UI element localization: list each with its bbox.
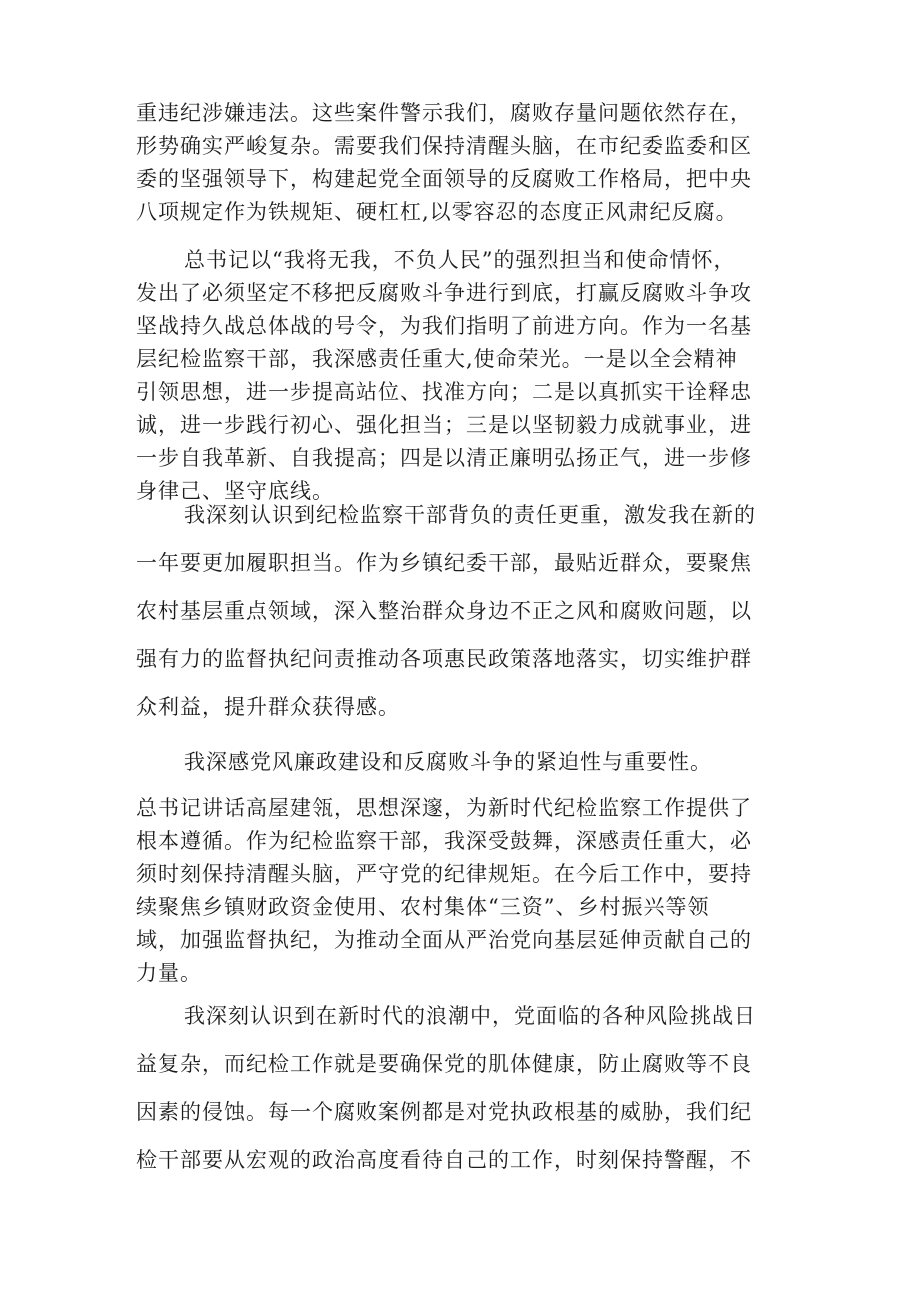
text-line: 引领思想，进一步提高站位、找准方向；二是以真抓实干诠释忠	[136, 380, 752, 404]
text-line: 形势确实严峻复杂。需要我们保持清醒头脑，在市纪委监委和区	[136, 134, 752, 158]
paragraph-6	[136, 992, 788, 1184]
text-line: 益复杂，而纪检工作就是要确保党的肌体健康，防止腐败等不良	[136, 1052, 752, 1076]
text-line: 诚，进一步践行初心、强化担当；三是以坚韧毅力成就事业，进	[136, 413, 752, 437]
text-line: 众利益，提升群众获得感。	[136, 695, 400, 719]
text-line: 重违纪涉嫌违法。这些案件警示我们，腐败存量问题依然存在，	[136, 101, 752, 125]
text-line: 强有力的监督执纪问责推动各项惠民政策落地落实，切实维护群	[136, 647, 752, 671]
text-line: 八项规定作为铁规矩、硬杠杠,以零容忍的态度正风肃纪反腐。	[136, 200, 738, 224]
text-line: 因素的侵蚀。每一个腐败案例都是对党执政根基的威胁，我们纪	[136, 1100, 752, 1124]
text-line: 一步自我革新、自我提高；四是以清正廉明弘扬正气，进一步修	[136, 446, 752, 470]
text-line: 总书记讲话高屋建瓴，思想深邃，为新时代纪检监察工作提供了	[136, 796, 752, 820]
text-line: 委的坚强领导下，构建起党全面领导的反腐败工作格局，把中央	[136, 167, 752, 191]
paragraph-1	[136, 97, 788, 229]
text-line: 发出了必须坚定不移把反腐败斗争进行到底，打赢反腐败斗争攻	[136, 281, 752, 305]
text-line: 我深刻认识到纪检监察干部背负的责任更重，激发我在新的	[184, 503, 756, 527]
paragraph-5	[136, 792, 788, 990]
text-line: 力量。	[136, 961, 202, 985]
paragraph-2	[136, 244, 788, 508]
text-line: 我深感党风廉政建设和反腐败斗争的紧迫性与重要性。	[184, 750, 712, 774]
text-line: 层纪检监察干部，我深感责任重大,使命荣光。一是以全会精神	[136, 347, 738, 371]
text-line: 域，加强监督执纪，为推动全面从严治党向基层延伸贡献自己的	[136, 928, 752, 952]
text-line: 须时刻保持清醒头脑，严守党的纪律规矩。在今后工作中，要持	[136, 862, 752, 886]
text-line: 续聚焦乡镇财政资金使用、农村集体“三资”、乡村振兴等领	[136, 895, 710, 919]
text-line: 坚战持久战总体战的号令，为我们指明了前进方向。作为一名基	[136, 314, 752, 338]
text-line: 检干部要从宏观的政治高度看待自己的工作，时刻保持警醒，不	[136, 1148, 752, 1172]
text-line: 我深刻认识到在新时代的浪潮中，党面临的各种风险挑战日	[184, 1004, 756, 1028]
paragraph-4	[136, 746, 788, 779]
text-line: 身律己、坚守底线。	[136, 479, 334, 503]
text-line: 一年要更加履职担当。作为乡镇纪委干部，最贴近群众，要聚焦	[136, 551, 752, 575]
paragraph-3	[136, 491, 788, 731]
text-line: 总书记以“我将无我，不负人民”的强烈担当和使命情怀，	[184, 248, 736, 272]
text-line: 农村基层重点领域，深入整治群众身边不正之风和腐败问题，以	[136, 599, 752, 623]
text-line: 根本遵循。作为纪检监察干部，我深受鼓舞，深感责任重大，必	[136, 829, 752, 853]
